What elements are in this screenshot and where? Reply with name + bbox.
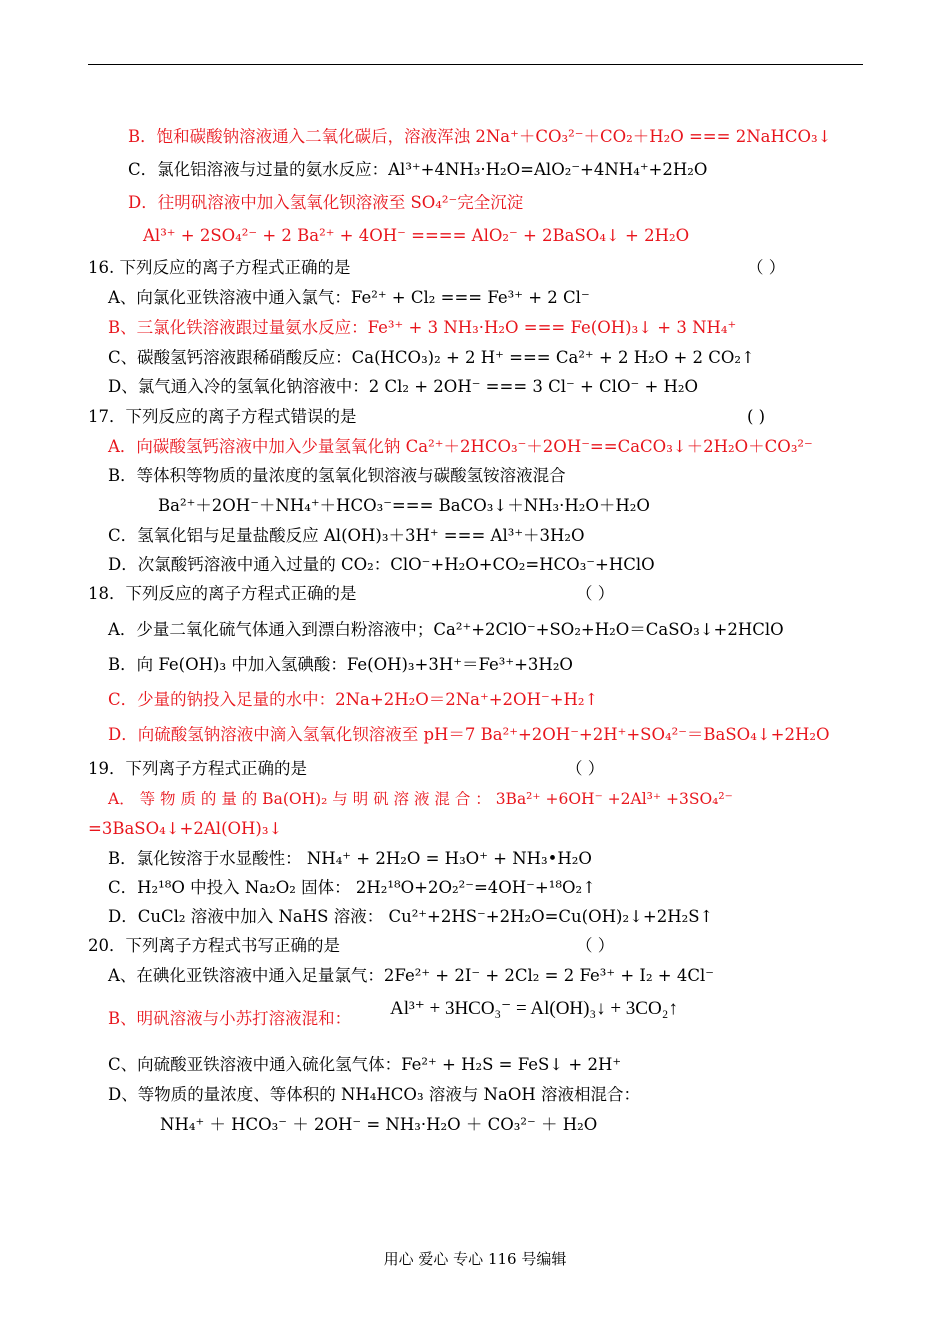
q16-option-d: D、氯气通入冷的氢氧化钠溶液中：2 Cl₂ + 2OH⁻ === 3 Cl⁻ + ClO⁻ + H₂O [108, 377, 699, 396]
q18-option-b: B．向 Fe(OH)₃ 中加入氢碘酸：Fe(OH)₃+3H⁺＝Fe³⁺+3H₂O [108, 655, 573, 674]
q19-option-b: B．氯化铵溶于水显酸性： NH₄⁺ + 2H₂O = H₃O⁺ + NH₃•H₂O [108, 849, 592, 868]
q19-stem: 19．下列离子方程式正确的是 [88, 759, 307, 778]
q18-option-a: A．少量二氧化硫气体通入到漂白粉溶液中；Ca²⁺+2ClO⁻+SO₂+H₂O＝CaSO₃↓+2HClO [108, 620, 784, 639]
q20-option-d: D、等物质的量浓度、等体积的 NH₄HCO₃ 溶液与 NaOH 溶液相混合： [108, 1085, 640, 1104]
q20-stem: 20．下列离子方程式书写正确的是 [88, 936, 340, 955]
q16-option-a: A、向氯化亚铁溶液中通入氯气：Fe²⁺ + Cl₂ === Fe³⁺ + 2 Cl⁻ [108, 288, 590, 307]
header-rule [88, 64, 863, 65]
q18-answer-bracket: （ ） [576, 584, 615, 603]
q15-option-c: C．氯化铝溶液与过量的氨水反应：Al³⁺+4NH₃·H₂O=AlO₂⁻+4NH₄⁺+2H₂O [128, 160, 708, 179]
q18-stem: 18．下列反应的离子方程式正确的是 [88, 584, 357, 603]
q15-option-d: D．往明矾溶液中加入氢氧化钡溶液至 SO₄²⁻完全沉淀 [128, 193, 524, 212]
q17-option-d: D．次氯酸钙溶液中通入过量的 CO₂：ClO⁻+H₂O+CO₂=HCO₃⁻+HClO [108, 555, 655, 574]
q18-option-d: D．向硫酸氢钠溶液中滴入氢氧化钡溶液至 pH＝7 Ba²⁺+2OH⁻+2H⁺+SO₄²⁻＝BaSO₄↓+2H₂O [108, 725, 830, 744]
q15-option-d-equation: Al³⁺ + 2SO₄²⁻ + 2 Ba²⁺ + 4OH⁻ ==== AlO₂⁻ + 2BaSO₄↓ + 2H₂O [143, 226, 690, 245]
q19-option-a-cont: =3BaSO₄↓+2Al(OH)₃↓ [88, 819, 283, 838]
q20-option-b: B、明矾溶液与小苏打溶液混和： [108, 1009, 352, 1028]
q17-option-a: A．向碳酸氢钙溶液中加入少量氢氧化钠 Ca²⁺＋2HCO₃⁻＋2OH⁻==CaCO₃↓＋2H₂O＋CO₃²⁻ [108, 437, 813, 456]
q20-option-c: C、向硫酸亚铁溶液中通入硫化氢气体：Fe²⁺ + H₂S = FeS↓ + 2H⁺ [108, 1055, 622, 1074]
q20-option-a: A、在碘化亚铁溶液中通入足量氯气：2Fe²⁺ + 2I⁻ + 2Cl₂ = 2 Fe³⁺ + I₂ + 4Cl⁻ [108, 966, 714, 985]
q15-option-b: B．饱和碳酸钠溶液通入二氧化碳后，溶液浑浊 2Na⁺＋CO₃²⁻＋CO₂＋H₂O === 2NaHCO₃↓ [128, 127, 832, 146]
q19-option-c: C．H₂¹⁸O 中投入 Na₂O₂ 固体： 2H₂¹⁸O+2O₂²⁻=4OH⁻+¹⁸O₂↑ [108, 878, 596, 897]
q16-option-c: C、碳酸氢钙溶液跟稀硝酸反应：Ca(HCO₃)₂ + 2 H⁺ === Ca²⁺ + 2 H₂O + 2 CO₂↑ [108, 348, 755, 367]
q17-stem: 17．下列反应的离子方程式错误的是 [88, 407, 357, 426]
q18-option-c: C．少量的钠投入足量的水中：2Na+2H₂O＝2Na⁺+2OH⁻+H₂↑ [108, 690, 599, 709]
q19-answer-bracket: （ ） [566, 759, 605, 778]
q20-option-b-equation: Al³⁺ + 3HCO₃⁻ = Al(OH)₃↓ + 3CO₂↑ [390, 998, 678, 1019]
q19-option-a: A． 等 物 质 的 量 的 Ba(OH)₂ 与 明 矾 溶 液 混 合 ： 3Ba²⁺ +6OH⁻ +2Al³⁺ +3SO₄²⁻ [108, 790, 733, 808]
q17-answer-bracket: ( ) [747, 407, 766, 426]
q17-option-c: C．氢氧化铝与足量盐酸反应 Al(OH)₃＋3H⁺ === Al³⁺＋3H₂O [108, 526, 585, 545]
page-footer: 用心 爱心 专心 116 号编辑 [383, 1250, 567, 1268]
q20-answer-bracket: （ ） [576, 936, 615, 955]
q16-stem: 16. 下列反应的离子方程式正确的是 [88, 258, 351, 277]
q20-option-d-equation: NH₄⁺ ＋ HCO₃⁻ ＋ 2OH⁻ = NH₃·H₂O ＋ CO₃²⁻ ＋ H₂O [160, 1115, 598, 1134]
q16-option-b: B、三氯化铁溶液跟过量氨水反应：Fe³⁺ + 3 NH₃·H₂O === Fe(OH)₃↓ + 3 NH₄⁺ [108, 318, 737, 337]
q17-option-b-equation: Ba²⁺＋2OH⁻＋NH₄⁺＋HCO₃⁻=== BaCO₃↓＋NH₃·H₂O＋H₂O [158, 496, 650, 515]
q17-option-b: B．等体积等物质的量浓度的氢氧化钡溶液与碳酸氢铵溶液混合 [108, 466, 566, 485]
q16-answer-bracket: （ ） [747, 258, 786, 277]
q19-option-d: D．CuCl₂ 溶液中加入 NaHS 溶液： Cu²⁺+2HS⁻+2H₂O=Cu(OH)₂↓+2H₂S↑ [108, 907, 714, 926]
